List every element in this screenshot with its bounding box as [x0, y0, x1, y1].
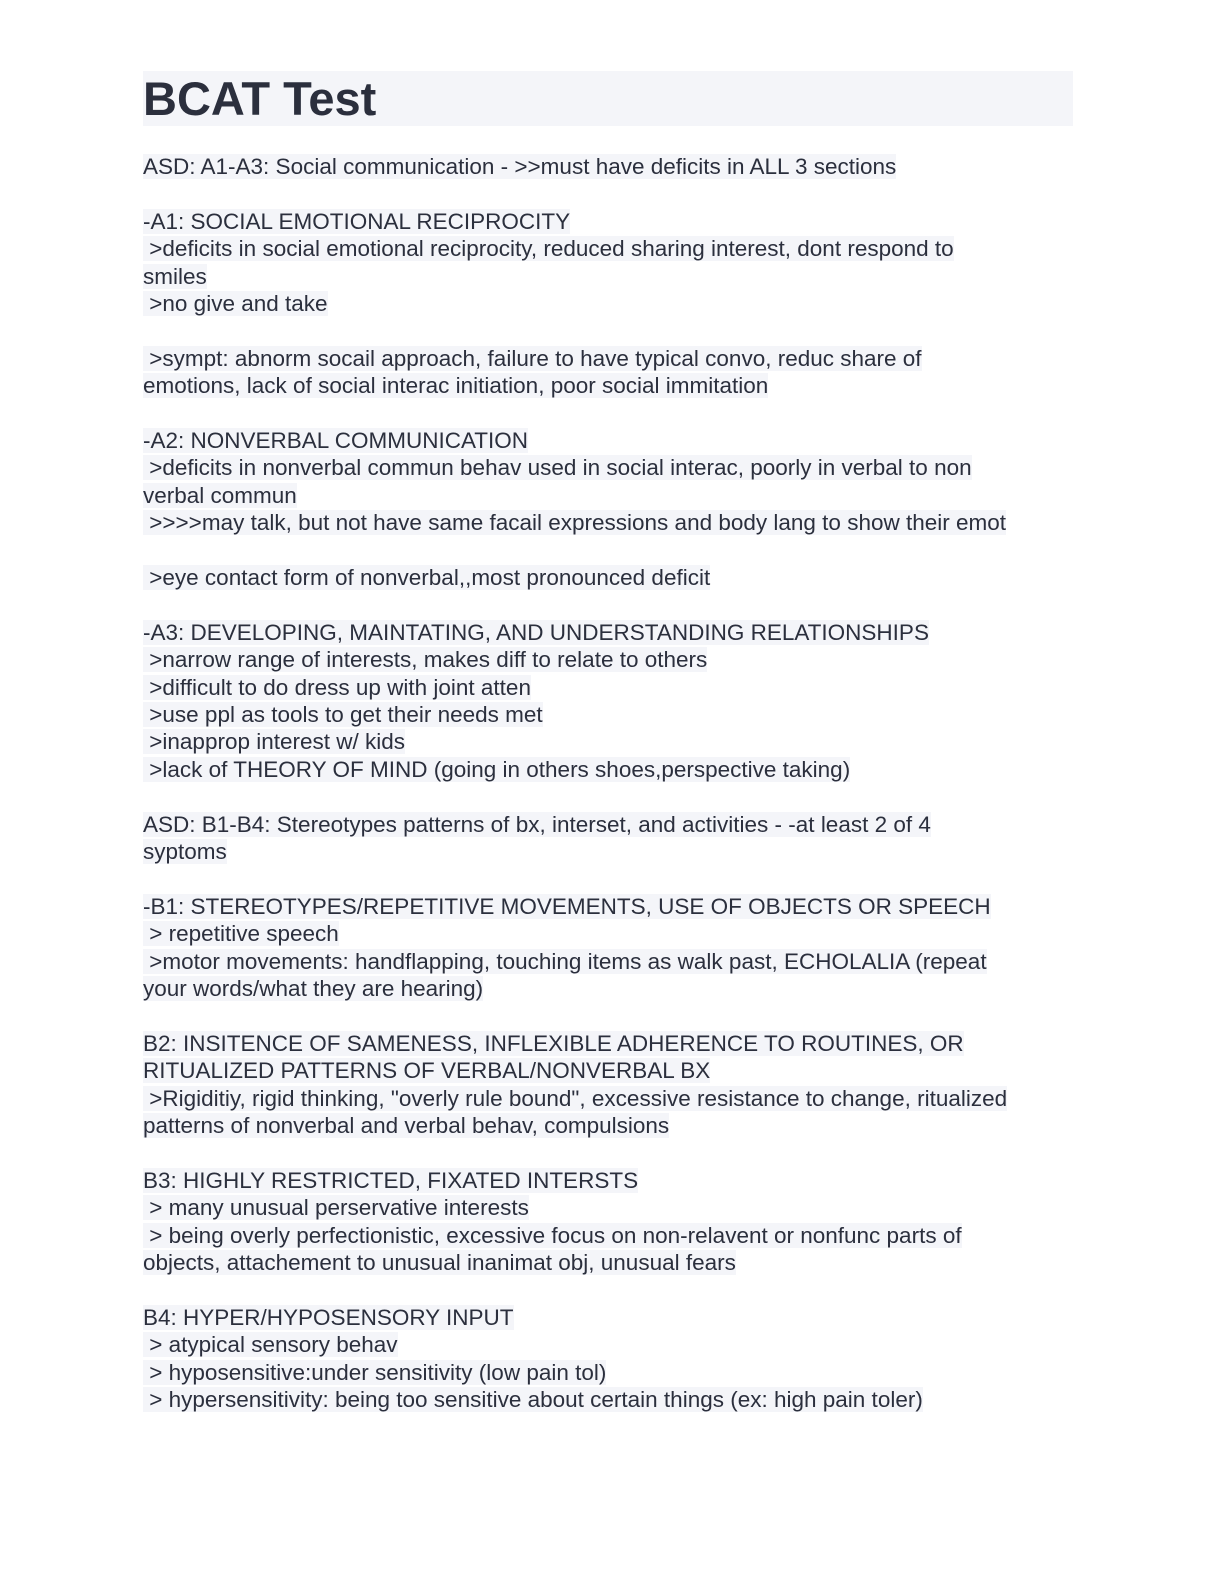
text-line: -B1: STEREOTYPES/REPETITIVE MOVEMENTS, USE OF OBJECTS OR SPEECH	[143, 893, 991, 919]
text-line: >lack of THEORY OF MIND (going in others shoes,perspective taking)	[143, 756, 851, 782]
text-line: ASD: A1-A3: Social communication - >>must have deficits in ALL 3 sections	[143, 154, 897, 179]
text-block	[143, 153, 1073, 180]
text-line: >use ppl as tools to get their needs met	[143, 702, 543, 728]
text-line: >narrow range of interests, makes diff to relate to others	[143, 647, 708, 673]
text-line: -A2: NONVERBAL COMMUNICATION	[143, 428, 529, 454]
text-block	[143, 1030, 1073, 1140]
text-line: B4: HYPER/HYPOSENSORY INPUT	[143, 1304, 514, 1330]
text-line: > being overly perfectionistic, excessive focus on non-relavent or nonfunc parts of	[143, 1222, 962, 1248]
text-line: syptoms	[143, 839, 227, 865]
text-line: > hyposensitive:under sensitivity (low pain tol)	[143, 1359, 607, 1385]
text-line: B2: INSITENCE OF SAMENESS, INFLEXIBLE ADHERENCE TO ROUTINES, OR	[143, 1030, 964, 1056]
title-bar	[143, 71, 1073, 126]
text-line: RITUALIZED PATTERNS OF VERBAL/NONVERBAL BX	[143, 1058, 711, 1084]
text-line: your words/what they are hearing)	[143, 976, 484, 1002]
document-body	[143, 153, 1073, 1414]
text-line: patterns of nonverbal and verbal behav, compulsions	[143, 1113, 670, 1139]
text-block	[143, 893, 1073, 1003]
text-line: >Rigiditiy, rigid thinking, "overly rule bound", excessive resistance to change, ritualized	[143, 1085, 1008, 1111]
text-block	[143, 427, 1073, 537]
text-line: verbal commun	[143, 482, 297, 508]
text-line: >motor movements: handflapping, touching items as walk past, ECHOLALIA (repeat	[143, 948, 987, 974]
document-page	[143, 71, 1073, 1441]
text-line: -A1: SOCIAL EMOTIONAL RECIPROCITY	[143, 208, 571, 234]
text-line: ASD: B1-B4: Stereotypes patterns of bx, interset, and activities - -at least 2 of 4	[143, 811, 931, 837]
text-line: > hypersensitivity: being too sensitive about certain things (ex: high pain toler)	[143, 1387, 923, 1413]
text-line: emotions, lack of social interac initiation, poor social immitation	[143, 373, 769, 399]
text-line: -A3: DEVELOPING, MAINTATING, AND UNDERSTANDING RELATIONSHIPS	[143, 619, 929, 645]
text-line: objects, attachement to unusual inanimat obj, unusual fears	[143, 1250, 736, 1276]
text-line: >eye contact form of nonverbal,,most pronounced deficit	[143, 565, 711, 591]
text-block	[143, 811, 1073, 866]
text-line: >difficult to do dress up with joint atten	[143, 674, 531, 700]
text-line: > repetitive speech	[143, 921, 339, 947]
text-block	[143, 564, 1073, 591]
text-line: >inapprop interest w/ kids	[143, 729, 406, 755]
text-line: B3: HIGHLY RESTRICTED, FIXATED INTERSTS	[143, 1167, 639, 1193]
text-line: > atypical sensory behav	[143, 1332, 398, 1358]
text-line: >sympt: abnorm socail approach, failure to have typical convo, reduc share of	[143, 345, 922, 371]
text-line: > many unusual perservative interests	[143, 1195, 529, 1221]
text-line: >deficits in nonverbal commun behav used in social interac, poorly in verbal to non	[143, 455, 972, 481]
text-line: >deficits in social emotional reciprocity, reduced sharing interest, dont respond to	[143, 236, 954, 262]
text-block	[143, 619, 1073, 783]
text-line: >>>>may talk, but not have same facail expressions and body lang to show their emot	[143, 510, 1007, 536]
page-title: BCAT Test	[143, 72, 377, 125]
text-block	[143, 208, 1073, 318]
text-block	[143, 345, 1073, 400]
text-line: smiles	[143, 263, 207, 289]
text-block	[143, 1304, 1073, 1414]
text-block	[143, 1167, 1073, 1277]
text-line: >no give and take	[143, 291, 328, 317]
